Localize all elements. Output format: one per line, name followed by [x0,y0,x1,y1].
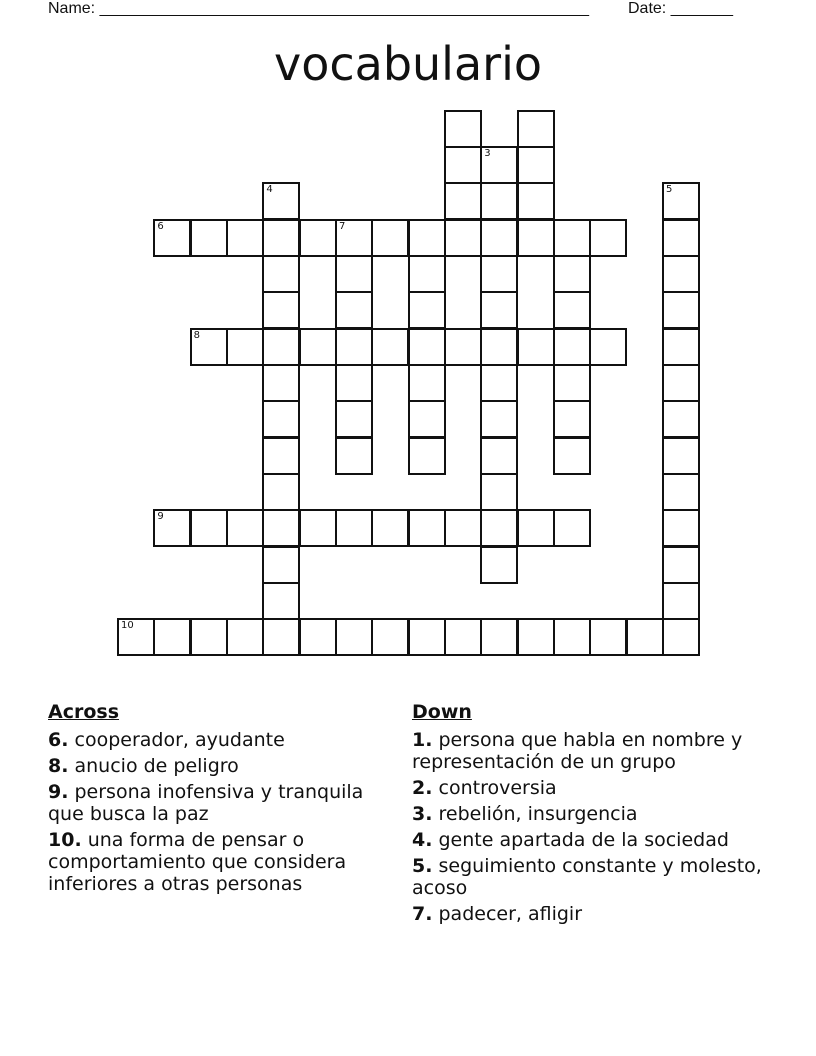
grid-cell[interactable] [190,618,228,656]
clue-number-label: 6 [157,220,164,232]
clue-number-label: 8 [193,329,201,341]
page-title: vocabulario [273,37,542,91]
grid-cell[interactable] [480,364,518,402]
grid-cell[interactable] [480,437,518,475]
clue-number-label: 5 [665,184,673,196]
grid-cell[interactable] [517,509,555,547]
grid-cell[interactable] [662,291,700,329]
grid-cell[interactable] [517,110,555,148]
grid-cell[interactable] [589,328,627,366]
clue-down-4 [412,829,762,851]
grid-cell[interactable] [553,291,591,329]
grid-cell[interactable] [553,618,591,656]
grid-cell[interactable] [444,146,482,184]
clue-down-3 [412,803,762,825]
grid-cell[interactable] [335,219,373,257]
name-field[interactable]: Name: _______________________________________________________ [48,0,589,17]
grid-cell[interactable] [408,400,446,438]
grid-cell[interactable] [335,437,373,475]
clue-text: padecer, afligir [438,903,583,925]
grid-cell[interactable] [335,291,373,329]
grid-cell[interactable] [226,328,264,366]
grid-cell[interactable] [480,328,518,366]
grid-cell[interactable] [517,618,555,656]
grid-cell[interactable] [371,509,409,547]
grid-cell[interactable] [262,219,300,257]
clue-text: rebelión, insurgencia [438,803,638,825]
clue-number-label: 10 [121,620,134,632]
clue-number: 6. [48,729,69,751]
across-heading: Across [48,701,120,723]
grid-cell[interactable] [262,509,300,547]
grid-cell[interactable] [117,618,155,656]
clue-text: anucio de peligro [74,755,239,777]
grid-cell[interactable] [553,364,591,402]
grid-cell[interactable] [662,182,700,220]
grid-cell[interactable] [662,328,700,366]
grid-cell[interactable] [262,618,300,656]
grid-cell[interactable] [226,509,264,547]
grid-cell[interactable] [480,146,518,184]
grid-cell[interactable] [553,219,591,257]
grid-cell[interactable] [262,400,300,438]
grid-cell[interactable] [662,582,700,620]
grid-cell[interactable] [480,255,518,293]
clue-number-label: 7 [338,220,346,232]
grid-cell[interactable] [371,618,409,656]
grid-cell[interactable] [335,364,373,402]
grid-cell[interactable] [299,509,337,547]
grid-cell[interactable] [480,400,518,438]
clue-number: 4. [412,829,433,851]
grid-cell[interactable] [408,364,446,402]
clue-across-10 [48,829,378,895]
clue-number-label: 9 [157,511,164,523]
clue-text: cooperador, ayudante [74,729,285,751]
grid-cell[interactable] [371,328,409,366]
grid-cell[interactable] [553,400,591,438]
clue-down-7 [412,903,762,925]
clue-number: 3. [412,803,433,825]
grid-cell[interactable] [262,182,300,220]
down-heading: Down [412,701,472,723]
grid-cell[interactable] [517,182,555,220]
grid-cell[interactable] [190,219,228,257]
clue-text: persona que habla en nombre y representación de un grupo [412,729,743,773]
grid-cell[interactable] [589,219,627,257]
grid-cell[interactable] [371,219,409,257]
grid-cell[interactable] [408,618,446,656]
grid-cell[interactable] [262,364,300,402]
clue-text: controversia [438,777,557,799]
grid-cell[interactable] [662,364,700,402]
grid-cell[interactable] [335,618,373,656]
clue-across-6 [48,729,378,751]
grid-cell[interactable] [408,255,446,293]
grid-cell[interactable] [226,219,264,257]
clue-down-2 [412,777,762,799]
grid-cell[interactable] [190,509,228,547]
clue-number: 2. [412,777,433,799]
grid-cell[interactable] [262,291,300,329]
grid-cell[interactable] [480,546,518,584]
grid-cell[interactable] [480,219,518,257]
grid-cell[interactable] [444,509,482,547]
clue-across-8 [48,755,378,777]
grid-cell[interactable] [517,328,555,366]
grid-cell[interactable] [589,618,627,656]
clue-number: 9. [48,781,69,803]
clue-down-1 [412,729,762,773]
clue-text: gente apartada de la sociedad [438,829,729,851]
grid-cell[interactable] [153,509,191,547]
grid-cell[interactable] [299,219,337,257]
clue-number: 1. [412,729,433,751]
grid-cell[interactable] [662,473,700,511]
grid-cell[interactable] [662,437,700,475]
grid-cell[interactable] [480,291,518,329]
grid-cell[interactable] [480,473,518,511]
down-clues [412,701,762,929]
grid-cell[interactable] [444,182,482,220]
date-field[interactable]: Date: _______ [628,0,733,17]
clue-down-5 [412,855,762,899]
grid-cell[interactable] [444,110,482,148]
clue-number-label: 3 [484,148,491,160]
grid-cell[interactable] [662,400,700,438]
grid-cell[interactable] [408,437,446,475]
grid-cell[interactable] [517,146,555,184]
grid-cell[interactable] [553,509,591,547]
grid-cell[interactable] [190,328,228,366]
grid-cell[interactable] [662,546,700,584]
grid-cell[interactable] [553,437,591,475]
clue-number: 10. [48,829,82,851]
grid-cell[interactable] [335,400,373,438]
grid-cell[interactable] [262,582,300,620]
grid-cell[interactable] [662,509,700,547]
clue-number: 5. [412,855,433,877]
grid-cell[interactable] [662,219,700,257]
grid-cell[interactable] [408,509,446,547]
grid-cell[interactable] [480,182,518,220]
grid-cell[interactable] [335,328,373,366]
clue-number: 7. [412,903,433,925]
grid-cell[interactable] [517,219,555,257]
grid-cell[interactable] [444,219,482,257]
clue-text: una forma de pensar o comportamiento que considera inferiores a otras personas [48,829,347,895]
grid-cell[interactable] [299,618,337,656]
grid-cell[interactable] [153,618,191,656]
header-row [48,0,748,18]
grid-cell[interactable] [553,255,591,293]
grid-cell[interactable] [299,328,337,366]
grid-cell[interactable] [626,618,664,656]
grid-cell[interactable] [262,255,300,293]
grid-cell[interactable] [662,618,700,656]
grid-cell[interactable] [444,328,482,366]
grid-cell[interactable] [480,618,518,656]
across-clues [48,701,378,899]
grid-cell[interactable] [262,473,300,511]
grid-cell[interactable] [408,219,446,257]
grid-cell[interactable] [444,618,482,656]
grid-cell[interactable] [553,328,591,366]
grid-cell[interactable] [262,546,300,584]
grid-cell[interactable] [408,291,446,329]
grid-cell[interactable] [335,255,373,293]
grid-cell[interactable] [262,328,300,366]
grid-cell[interactable] [262,437,300,475]
grid-cell[interactable] [662,255,700,293]
grid-cell[interactable] [153,219,191,257]
clue-text: persona inofensiva y tranquila que busca la paz [48,781,364,825]
clue-number-label: 4 [266,184,273,196]
grid-cell[interactable] [335,509,373,547]
clue-text: seguimiento constante y molesto, acoso [412,855,762,899]
grid-cell[interactable] [408,328,446,366]
clue-across-9 [48,781,378,825]
grid-cell[interactable] [480,509,518,547]
grid-cell[interactable] [226,618,264,656]
clue-number: 8. [48,755,69,777]
